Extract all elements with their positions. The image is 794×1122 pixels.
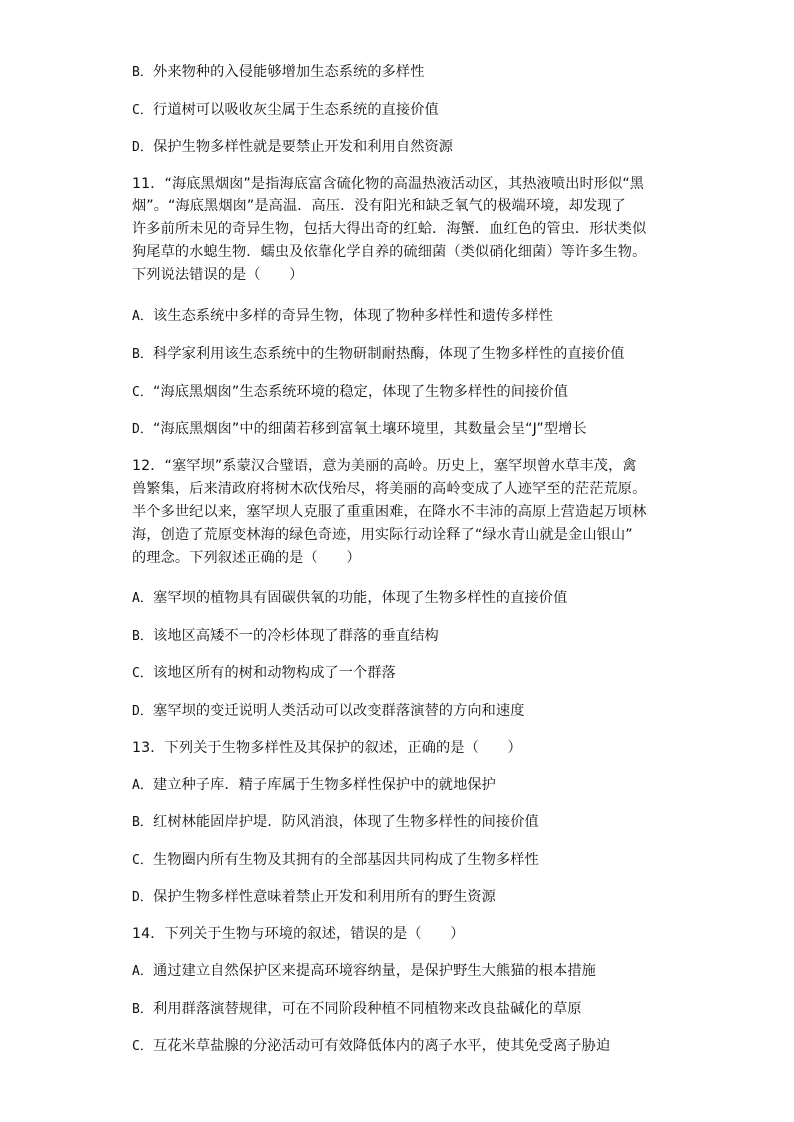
q12-stem-line: 海，创造了荒原变林海的绿色奇迹，用实际行动诠释了“绿水青山就是金山银山” [132,527,633,543]
option-text: 通过建立自然保护区来提高环境容纳量，是保护野生大熊猫的根本措施 [153,963,596,979]
q12-stem-line: 兽繁集，后来清政府将树木砍伐殆尽，将美丽的高岭变成了人迹罕至的茫茫荒原。 [132,481,647,497]
q11-option-b [132,344,625,365]
q13-option-d [132,887,496,908]
q12-option-a [132,588,567,609]
q10-option-c [132,100,439,121]
option-label: B． [132,347,154,362]
q11-option-a [132,306,553,327]
option-label: A． [132,591,154,606]
option-text: 科学家利用该生态系统中的生物研制耐热酶，体现了生物多样性的直接价值 [153,346,625,362]
option-label: A． [132,778,154,793]
option-text: 该地区所有的树和动物构成了一个群落 [153,665,396,681]
option-text: “海底黑烟囱”中的细菌若移到富氧土壤环境里，其数量会呈“J”型增长 [153,421,587,437]
q13-option-b [132,812,539,833]
q12-stem-line: 12．“塞罕坝”系蒙汉合璧语，意为美丽的高岭。历史上，塞罕坝曾水草丰茂，禽 [132,458,637,474]
option-label: C． [132,853,154,868]
option-text: 塞罕坝的变迁说明人类活动可以改变群落演替的方向和速度 [153,703,525,719]
q11-stem-line: 烟”。“海底黑烟囱”是高温．高压．没有阳光和缺乏氧气的极端环境，却发现了 [132,198,626,214]
option-text: 行道树可以吸收灰尘属于生态系统的直接价值 [153,102,439,118]
option-text: 该生态系统中多样的奇异生物，体现了物种多样性和遗传多样性 [153,308,554,324]
option-text: 建立种子库．精子库属于生物多样性保护中的就地保护 [153,777,496,793]
q11-option-d [132,419,587,440]
option-text: 塞罕坝的植物具有固碳供氧的功能，体现了生物多样性的直接价值 [153,590,568,606]
option-text: 红树林能固岸护堤．防风消浪，体现了生物多样性的间接价值 [153,814,539,830]
q11-stem-line: 11．“海底黑烟囱”是指海底富含硫化物的高温热液活动区，其热液喷出时形似“黑 [132,176,645,192]
option-label: B． [132,629,154,644]
option-label: B． [132,1002,154,1017]
q12-option-c [132,663,396,684]
option-label: C． [132,103,154,118]
option-label: D． [132,140,154,155]
q12-stem-line: 的理念。下列叙述正确的是（ ） [132,550,361,566]
q12-option-d [132,701,525,722]
q13-option-a [132,775,496,796]
q10-option-b [132,62,425,83]
option-text: 保护生物多样性意味着禁止开发和利用所有的野生资源 [153,889,496,905]
option-label: A． [132,309,154,324]
q11-stem-line: 下列说法错误的是（ ） [132,267,304,283]
q11-option-c [132,382,568,403]
q14-option-c [132,1036,610,1057]
q11-stem-line: 许多前所未见的奇异生物，包括大得出奇的红蛤．海蟹．血红色的管虫．形状类似 [132,221,647,237]
option-text: 该地区高矮不一的冷杉体现了群落的垂直结构 [153,628,439,644]
option-text: 生物圈内所有生物及其拥有的全部基因共同构成了生物多样性 [153,852,539,868]
option-text: 保护生物多样性就是要禁止开发和利用自然资源 [153,139,454,155]
q14-option-a [132,961,596,982]
option-label: D． [132,704,154,719]
q11-stem-line: 狗尾草的水螅生物．蠕虫及依靠化学自养的硫细菌（类似硝化细菌）等许多生物。 [132,244,647,260]
q12-stem-line: 半个多世纪以来，塞罕坝人克服了重重困难，在降水不丰沛的高原上营造起万顷林 [132,504,647,520]
option-label: B． [132,815,154,830]
option-label: A． [132,964,154,979]
q13-stem-line: 13．下列关于生物多样性及其保护的叙述，正确的是（ ） [132,740,522,756]
q14-option-b [132,999,582,1020]
q13-option-c [132,850,539,871]
q12-option-b [132,626,439,647]
option-text: “海底黑烟囱”生态系统环境的稳定，体现了生物多样性的间接价值 [153,384,568,400]
option-label: D． [132,422,154,437]
option-label: C． [132,1039,154,1054]
option-label: C． [132,385,154,400]
option-text: 利用群落演替规律，可在不同阶段种植不同植物来改良盐碱化的草原 [153,1001,582,1017]
option-label: B． [132,65,154,80]
q14-stem-line: 14．下列关于生物与环境的叙述，错误的是（ ） [132,926,465,942]
option-label: D． [132,890,154,905]
option-label: C． [132,666,154,681]
option-text: 互花米草盐腺的分泌活动可有效降低体内的离子水平，使其免受离子胁迫 [153,1038,611,1054]
option-text: 外来物种的入侵能够增加生态系统的多样性 [153,64,425,80]
q10-option-d [132,137,453,158]
